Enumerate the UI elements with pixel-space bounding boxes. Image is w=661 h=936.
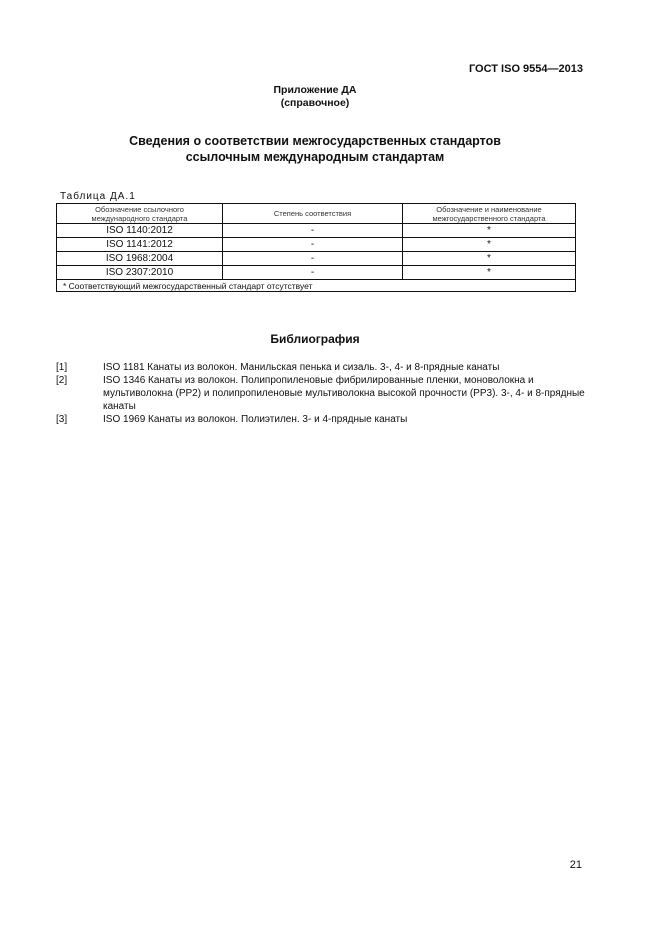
bibliography-item-number: [3] <box>56 414 68 425</box>
annex-title: Приложение ДА <box>273 84 357 96</box>
bibliography-list <box>56 361 586 426</box>
table-row <box>57 252 576 266</box>
document-code: ГОСТ ISO 9554—2013 <box>468 63 583 75</box>
bibliography-item-number: [1] <box>56 362 68 373</box>
table-row <box>57 238 576 252</box>
table-cell: - <box>223 238 403 252</box>
bibliography-item <box>56 361 586 374</box>
header-reference-standard <box>57 204 223 224</box>
table-cell: - <box>223 266 403 280</box>
header-interstate-standard <box>403 204 576 224</box>
table-footnote: * Соответствующий межгосударственный стандарт отсутствует <box>57 280 576 292</box>
table-cell: - <box>223 252 403 266</box>
section-title-line-2: ссылочным международным стандартам <box>185 150 445 164</box>
table-row <box>57 266 576 280</box>
header-text: международного стандарта <box>91 213 188 223</box>
table-footnote-row <box>57 280 576 292</box>
table-cell: - <box>223 224 403 238</box>
table-cell: ISO 1140:2012 <box>57 224 223 238</box>
table-cell: * <box>403 224 576 238</box>
header-text: Обозначение ссылочного <box>95 204 184 214</box>
section-title <box>0 133 630 165</box>
table-cell: ISO 1141:2012 <box>57 238 223 252</box>
bibliography-item <box>56 374 586 413</box>
header-degree-of-correspondence <box>223 204 403 224</box>
table-cell: * <box>403 238 576 252</box>
table-cell: ISO 2307:2010 <box>57 266 223 280</box>
table-caption: Таблица ДА.1 <box>60 191 136 202</box>
bibliography-item <box>56 413 586 426</box>
bibliography-title: Библиография <box>270 332 360 346</box>
table-header-row <box>57 204 576 224</box>
bibliography-item-number: [2] <box>56 375 68 386</box>
bibliography-item-text: ISO 1346 Канаты из волокон. Полипропиленовые фибрилированные пленки, моноволокна и мультиволокна (РР2) и полипропиленовые мультиволокна высокой прочности (РР3). 3-, 4- и 8-прядные канаты <box>103 375 585 412</box>
page-number: 21 <box>569 859 582 871</box>
table-cell: * <box>403 266 576 280</box>
correspondence-table <box>56 203 576 292</box>
annex-heading <box>0 84 630 110</box>
header-text: межгосударственного стандарта <box>432 213 546 223</box>
table-cell: ISO 1968:2004 <box>57 252 223 266</box>
table-row <box>57 224 576 238</box>
annex-subtitle: (справочное) <box>280 97 350 109</box>
bibliography-item-text: ISO 1969 Канаты из волокон. Полиэтилен. 3- и 4-прядные канаты <box>103 414 408 425</box>
bibliography-item-text: ISO 1181 Канаты из волокон. Манильская пенька и сизаль. 3-, 4- и 8-прядные канаты <box>103 362 500 373</box>
header-text: Степень соответствия <box>273 209 352 218</box>
header-text: Обозначение и наименование <box>436 204 542 214</box>
table-cell: * <box>403 252 576 266</box>
section-title-line-1: Сведения о соответствии межгосударственных стандартов <box>129 134 501 148</box>
